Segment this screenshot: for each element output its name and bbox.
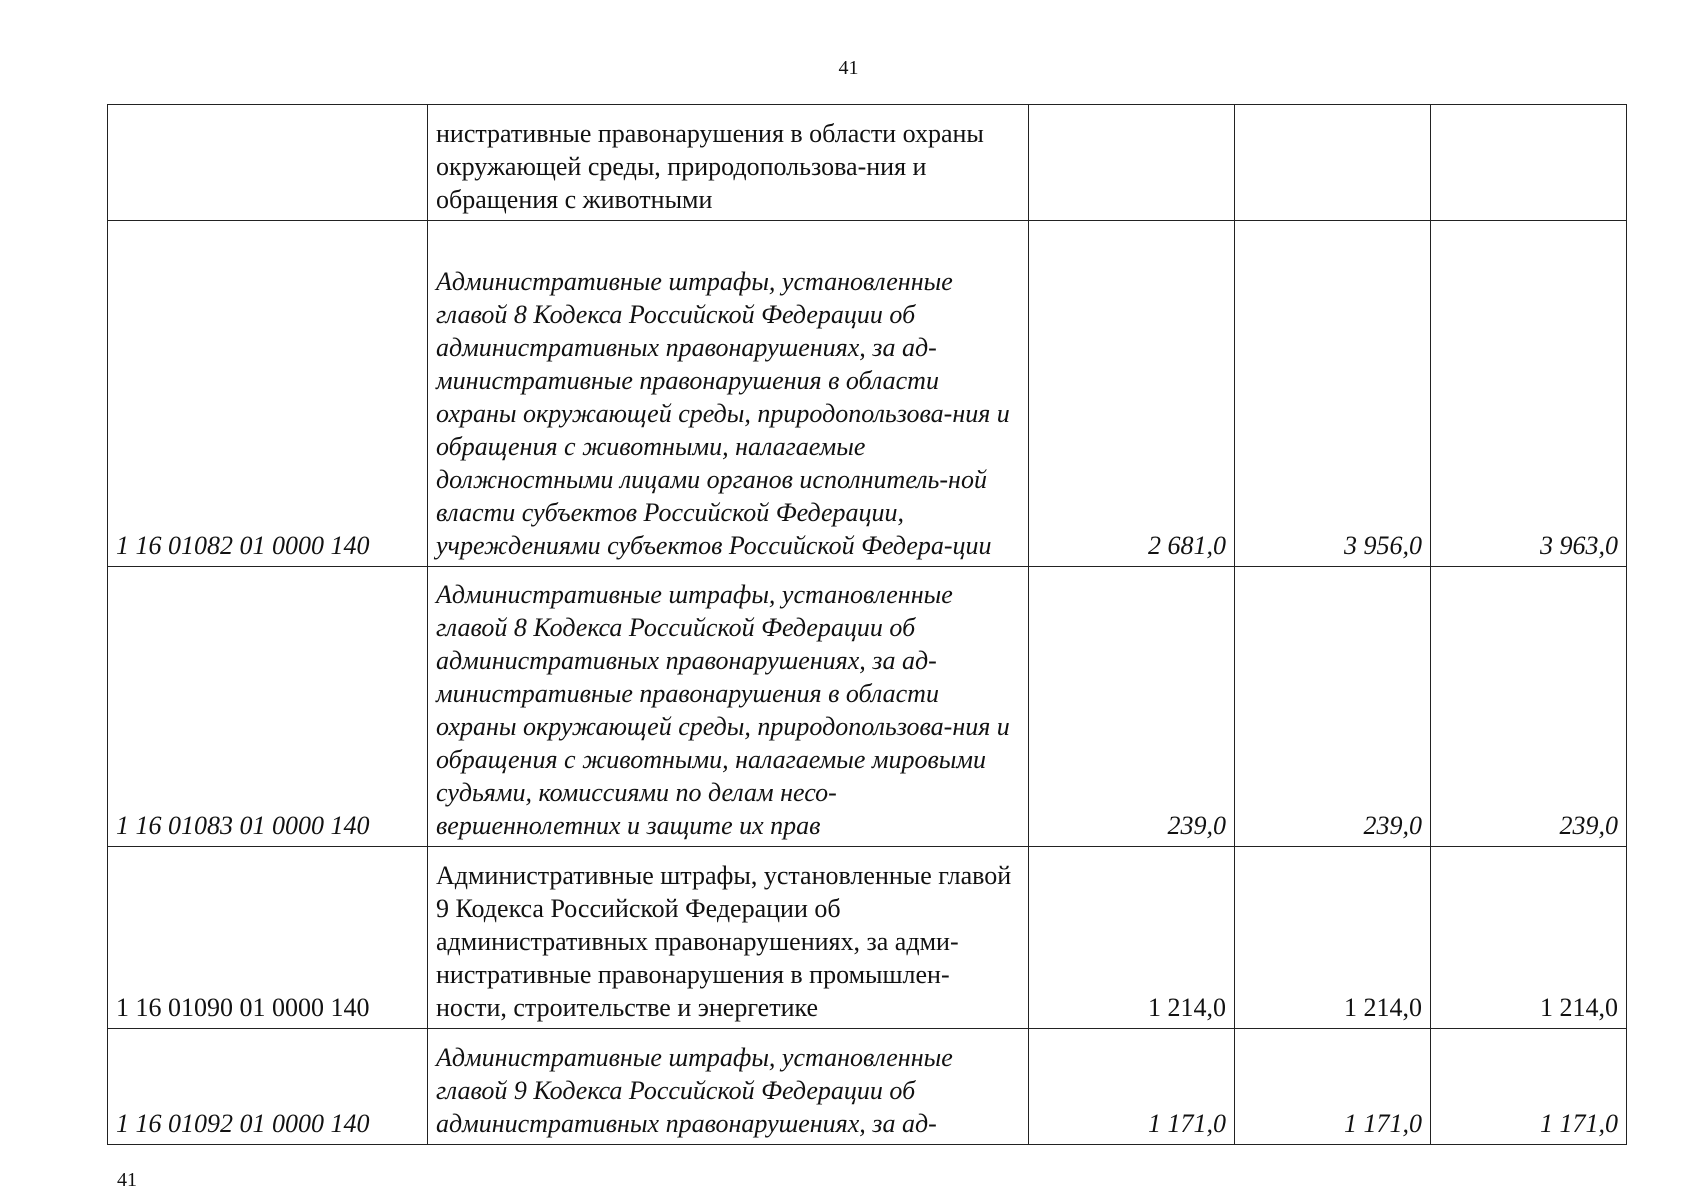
table-row	[108, 105, 1627, 221]
budget-code-cell: 1 16 01083 01 0000 140	[108, 567, 428, 847]
value-cell-2	[1235, 105, 1431, 221]
value-cell-2: 1 171,0	[1235, 1029, 1431, 1145]
budget-code-cell	[108, 105, 428, 221]
value-cell-1: 1 171,0	[1029, 1029, 1235, 1145]
value-cell-2: 3 956,0	[1235, 221, 1431, 567]
table-row	[108, 847, 1627, 1029]
description-cell: нистративные правонарушения в области охраны окружающей среды, природопользова-ния и обращения с животными	[428, 105, 1029, 221]
table-row	[108, 221, 1627, 567]
budget-code-cell: 1 16 01092 01 0000 140	[108, 1029, 428, 1145]
value-cell-3: 1 214,0	[1431, 847, 1627, 1029]
value-cell-2: 239,0	[1235, 567, 1431, 847]
description-cell: Административные штрафы, установленные главой 9 Кодекса Российской Федерации об административных правонарушениях, за ад-	[428, 1029, 1029, 1145]
value-cell-1: 239,0	[1029, 567, 1235, 847]
value-cell-3: 1 171,0	[1431, 1029, 1627, 1145]
value-cell-3	[1431, 105, 1627, 221]
table-row	[108, 1029, 1627, 1145]
budget-code-cell: 1 16 01090 01 0000 140	[108, 847, 428, 1029]
page-number-top: 41	[838, 57, 859, 79]
value-cell-1: 1 214,0	[1029, 847, 1235, 1029]
value-cell-2: 1 214,0	[1235, 847, 1431, 1029]
budget-table	[107, 104, 1627, 1145]
value-cell-1	[1029, 105, 1235, 221]
value-cell-3: 239,0	[1431, 567, 1627, 847]
page-number-bottom: 41	[117, 1169, 137, 1191]
description-cell: Административные штрафы, установленные главой 9 Кодекса Российской Федерации об административных правонарушениях, за адми-нистративные правонарушения в промышлен-ности, строительстве и энергетике	[428, 847, 1029, 1029]
description-cell: Административные штрафы, установленные главой 8 Кодекса Российской Федерации об административных правонарушениях, за ад-министративные правонарушения в области охраны окружающей среды, природопользова-ния и обращения с животными, налагаемые должностными лицами органов исполнитель-ной власти субъектов Российской Федерации, учреждениями субъектов Российской Федера-ции	[428, 221, 1029, 567]
value-cell-1: 2 681,0	[1029, 221, 1235, 567]
value-cell-3: 3 963,0	[1431, 221, 1627, 567]
table-row	[108, 567, 1627, 847]
description-cell: Административные штрафы, установленные главой 8 Кодекса Российской Федерации об административных правонарушениях, за ад-министративные правонарушения в области охраны окружающей среды, природопользова-ния и обращения с животными, налагаемые мировыми судьями, комиссиями по делам несо-вершеннолетних и защите их прав	[428, 567, 1029, 847]
budget-code-cell: 1 16 01082 01 0000 140	[108, 221, 428, 567]
